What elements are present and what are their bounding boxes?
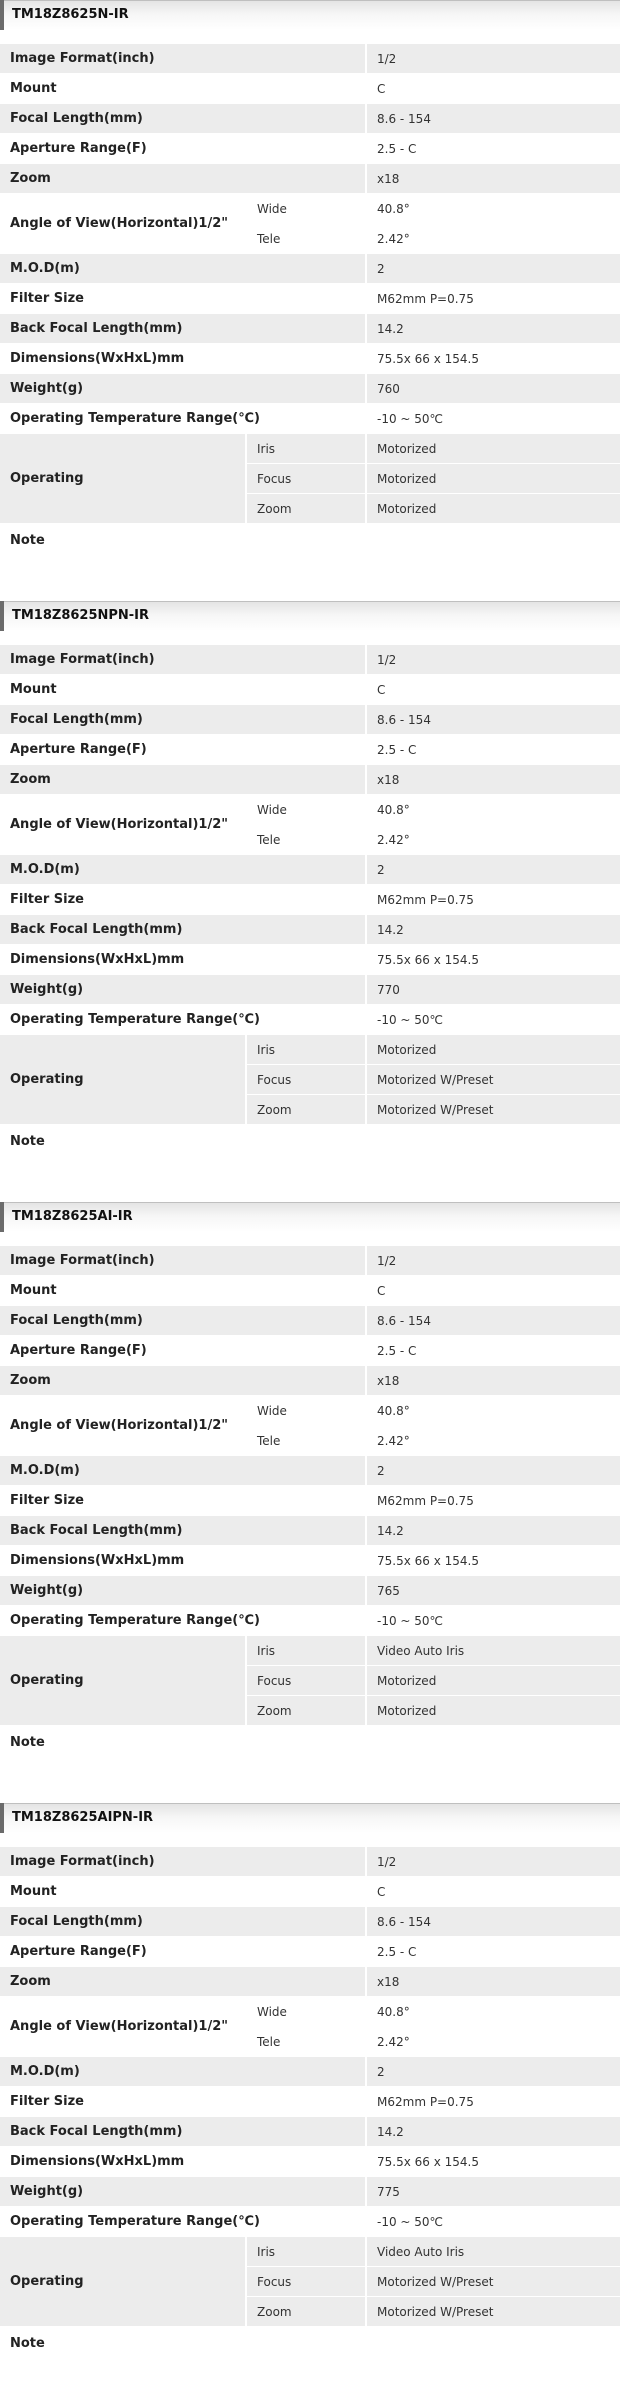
spec-label: Weight(g) xyxy=(0,2177,365,2207)
spec-row-filter-size xyxy=(0,1486,620,1516)
spec-sublabel: Tele xyxy=(245,2027,365,2057)
spec-value: Video Auto Iris xyxy=(365,2237,620,2267)
spec-sublabel: Iris xyxy=(245,434,365,464)
spec-row-focal-length xyxy=(0,104,620,134)
spec-table xyxy=(0,645,620,1159)
spec-label: Operating Temperature Range(℃) xyxy=(0,2207,365,2237)
spec-row-note xyxy=(0,524,620,558)
spec-label: Operating Temperature Range(℃) xyxy=(0,404,365,434)
spec-label: Operating Temperature Range(℃) xyxy=(0,1005,365,1035)
spec-row-weight xyxy=(0,2177,620,2207)
spec-label: Dimensions(WxHxL)mm xyxy=(0,945,365,975)
spec-row-operating-temperature xyxy=(0,1005,620,1035)
product-spec-section xyxy=(0,601,620,1202)
spec-sublabel: Wide xyxy=(245,795,365,825)
spec-row-mod xyxy=(0,254,620,284)
spec-label: Image Format(inch) xyxy=(0,1847,365,1877)
spec-value: 14.2 xyxy=(365,915,620,945)
spec-label: Back Focal Length(mm) xyxy=(0,1516,365,1546)
spec-row-mount xyxy=(0,1276,620,1306)
spec-label: Zoom xyxy=(0,1967,365,1997)
note-label: Note xyxy=(0,2327,620,2361)
spec-row-focal-length xyxy=(0,705,620,735)
spec-row-image-format xyxy=(0,1246,620,1276)
spec-value: 2 xyxy=(365,2057,620,2087)
spec-label: Aperture Range(F) xyxy=(0,735,365,765)
spec-row-zoom xyxy=(0,1366,620,1396)
spec-sublabel: Focus xyxy=(245,1666,365,1696)
spec-row-zoom xyxy=(0,765,620,795)
spec-row-mod xyxy=(0,2057,620,2087)
spec-label: Weight(g) xyxy=(0,975,365,1005)
spec-label: Back Focal Length(mm) xyxy=(0,915,365,945)
note-label: Note xyxy=(0,1125,620,1159)
spec-value: 40.8° xyxy=(365,795,620,825)
spec-label: Zoom xyxy=(0,164,365,194)
spec-value: Motorized xyxy=(365,1696,620,1726)
spec-row-filter-size xyxy=(0,885,620,915)
spec-row-zoom xyxy=(0,164,620,194)
spec-value: 75.5x 66 x 154.5 xyxy=(365,1546,620,1576)
spec-value: x18 xyxy=(365,1366,620,1396)
spec-value: M62mm P=0.75 xyxy=(365,885,620,915)
spec-row-angle-of-view-wide xyxy=(0,1396,620,1426)
spec-value: Video Auto Iris xyxy=(365,1636,620,1666)
spec-value: Motorized W/Preset xyxy=(365,2267,620,2297)
spec-row-aperture xyxy=(0,1937,620,1967)
spec-row-angle-of-view-wide xyxy=(0,795,620,825)
spec-value: 2.42° xyxy=(365,1426,620,1456)
spec-value: 775 xyxy=(365,2177,620,2207)
spec-row-aperture xyxy=(0,134,620,164)
spec-label: Mount xyxy=(0,675,365,705)
spec-row-note xyxy=(0,1726,620,1760)
spec-value: 1/2 xyxy=(365,44,620,74)
spec-label: M.O.D(m) xyxy=(0,2057,365,2087)
spec-value: 40.8° xyxy=(365,1997,620,2027)
spec-label: Focal Length(mm) xyxy=(0,104,365,134)
spec-value: 8.6 - 154 xyxy=(365,1907,620,1937)
spec-row-weight xyxy=(0,975,620,1005)
spec-value: -10 ~ 50℃ xyxy=(365,2207,620,2237)
spec-label: Mount xyxy=(0,1276,365,1306)
spec-row-operating-temperature xyxy=(0,1606,620,1636)
spec-row-operating-iris xyxy=(0,1636,620,1666)
spec-label: Aperture Range(F) xyxy=(0,134,365,164)
spec-value: C xyxy=(365,1877,620,1907)
product-model-title: TM18Z8625AIPN-IR xyxy=(0,1803,620,1833)
spec-value: Motorized W/Preset xyxy=(365,2297,620,2327)
spec-sublabel: Wide xyxy=(245,194,365,224)
spec-row-note xyxy=(0,2327,620,2361)
spec-row-mount xyxy=(0,675,620,705)
spec-value: -10 ~ 50℃ xyxy=(365,404,620,434)
spec-row-filter-size xyxy=(0,2087,620,2117)
spec-row-back-focal-length xyxy=(0,2117,620,2147)
spec-value: 1/2 xyxy=(365,1847,620,1877)
spec-sublabel: Wide xyxy=(245,1997,365,2027)
note-label: Note xyxy=(0,1726,620,1760)
spec-value: 2.5 - C xyxy=(365,1937,620,1967)
spec-table xyxy=(0,44,620,558)
spec-sublabel: Tele xyxy=(245,224,365,254)
spec-sublabel: Focus xyxy=(245,464,365,494)
product-spec-section xyxy=(0,1803,620,2404)
spec-row-angle-of-view-wide xyxy=(0,194,620,224)
spec-value: 760 xyxy=(365,374,620,404)
product-spec-section xyxy=(0,1202,620,1803)
spec-value: 14.2 xyxy=(365,314,620,344)
spec-value: M62mm P=0.75 xyxy=(365,2087,620,2117)
spec-label: Zoom xyxy=(0,1366,365,1396)
spec-value: -10 ~ 50℃ xyxy=(365,1005,620,1035)
spec-label: Filter Size xyxy=(0,284,365,314)
spec-value: Motorized xyxy=(365,1666,620,1696)
spec-label: Image Format(inch) xyxy=(0,645,365,675)
spec-label: Aperture Range(F) xyxy=(0,1336,365,1366)
spec-label: Angle of View(Horizontal)1/2" xyxy=(0,1396,245,1456)
spec-label: Weight(g) xyxy=(0,374,365,404)
spec-row-focal-length xyxy=(0,1907,620,1937)
spec-row-weight xyxy=(0,1576,620,1606)
spec-row-operating-temperature xyxy=(0,404,620,434)
spec-value: Motorized xyxy=(365,494,620,524)
spec-label: Aperture Range(F) xyxy=(0,1937,365,1967)
spec-row-back-focal-length xyxy=(0,1516,620,1546)
spec-row-filter-size xyxy=(0,284,620,314)
spec-label: M.O.D(m) xyxy=(0,1456,365,1486)
spec-row-operating-temperature xyxy=(0,2207,620,2237)
spec-row-mod xyxy=(0,1456,620,1486)
spec-row-operating-iris xyxy=(0,434,620,464)
spec-sublabel: Iris xyxy=(245,2237,365,2267)
spec-label: Dimensions(WxHxL)mm xyxy=(0,1546,365,1576)
spec-value: 14.2 xyxy=(365,2117,620,2147)
spec-label: Dimensions(WxHxL)mm xyxy=(0,2147,365,2177)
spec-value: Motorized W/Preset xyxy=(365,1095,620,1125)
spec-label: Filter Size xyxy=(0,885,365,915)
spec-value: 2.5 - C xyxy=(365,134,620,164)
spec-value: 75.5x 66 x 154.5 xyxy=(365,945,620,975)
spec-value: Motorized xyxy=(365,464,620,494)
spec-label: Dimensions(WxHxL)mm xyxy=(0,344,365,374)
spec-label: Image Format(inch) xyxy=(0,44,365,74)
spec-row-aperture xyxy=(0,735,620,765)
product-model-title: TM18Z8625AI-IR xyxy=(0,1202,620,1232)
spec-row-dimensions xyxy=(0,344,620,374)
spec-row-zoom xyxy=(0,1967,620,1997)
spec-sublabel: Zoom xyxy=(245,494,365,524)
spec-value: 2.42° xyxy=(365,224,620,254)
spec-value: 8.6 - 154 xyxy=(365,705,620,735)
spec-sublabel: Focus xyxy=(245,2267,365,2297)
spec-value: C xyxy=(365,1276,620,1306)
spec-value: 765 xyxy=(365,1576,620,1606)
spec-sublabel: Iris xyxy=(245,1035,365,1065)
spec-label: Operating xyxy=(0,1636,245,1726)
spec-row-dimensions xyxy=(0,945,620,975)
spec-value: 75.5x 66 x 154.5 xyxy=(365,344,620,374)
spec-label: M.O.D(m) xyxy=(0,855,365,885)
spec-row-back-focal-length xyxy=(0,915,620,945)
spec-value: 2 xyxy=(365,254,620,284)
spec-label: Mount xyxy=(0,74,365,104)
spec-sublabel: Wide xyxy=(245,1396,365,1426)
spec-label: Weight(g) xyxy=(0,1576,365,1606)
spec-label: Zoom xyxy=(0,765,365,795)
spec-value: 2.42° xyxy=(365,2027,620,2057)
spec-label: Filter Size xyxy=(0,1486,365,1516)
spec-label: Operating xyxy=(0,1035,245,1125)
product-spec-section xyxy=(0,0,620,601)
spec-label: Angle of View(Horizontal)1/2" xyxy=(0,795,245,855)
spec-label: Operating xyxy=(0,2237,245,2327)
spec-row-dimensions xyxy=(0,1546,620,1576)
spec-row-weight xyxy=(0,374,620,404)
spec-value: -10 ~ 50℃ xyxy=(365,1606,620,1636)
spec-value: 2 xyxy=(365,855,620,885)
spec-value: 1/2 xyxy=(365,645,620,675)
spec-value: Motorized W/Preset xyxy=(365,1065,620,1095)
spec-row-mod xyxy=(0,855,620,885)
spec-label: Operating xyxy=(0,434,245,524)
spec-table xyxy=(0,1246,620,1760)
spec-value: 40.8° xyxy=(365,194,620,224)
spec-label: Focal Length(mm) xyxy=(0,1306,365,1336)
spec-label: Angle of View(Horizontal)1/2" xyxy=(0,194,245,254)
spec-row-focal-length xyxy=(0,1306,620,1336)
spec-row-mount xyxy=(0,74,620,104)
spec-value: M62mm P=0.75 xyxy=(365,284,620,314)
spec-sublabel: Zoom xyxy=(245,1095,365,1125)
product-model-title: TM18Z8625N-IR xyxy=(0,0,620,30)
spec-row-mount xyxy=(0,1877,620,1907)
spec-row-aperture xyxy=(0,1336,620,1366)
spec-row-image-format xyxy=(0,1847,620,1877)
spec-value: Motorized xyxy=(365,434,620,464)
spec-label: Operating Temperature Range(℃) xyxy=(0,1606,365,1636)
note-label: Note xyxy=(0,524,620,558)
spec-row-angle-of-view-wide xyxy=(0,1997,620,2027)
spec-label: Mount xyxy=(0,1877,365,1907)
spec-row-operating-iris xyxy=(0,2237,620,2267)
spec-label: Focal Length(mm) xyxy=(0,1907,365,1937)
spec-row-image-format xyxy=(0,645,620,675)
spec-label: Image Format(inch) xyxy=(0,1246,365,1276)
spec-value: C xyxy=(365,675,620,705)
spec-table xyxy=(0,1847,620,2361)
spec-value: 2 xyxy=(365,1456,620,1486)
spec-value: 14.2 xyxy=(365,1516,620,1546)
spec-value: C xyxy=(365,74,620,104)
spec-value: 8.6 - 154 xyxy=(365,1306,620,1336)
spec-label: Angle of View(Horizontal)1/2" xyxy=(0,1997,245,2057)
spec-sublabel: Tele xyxy=(245,1426,365,1456)
spec-label: M.O.D(m) xyxy=(0,254,365,284)
spec-label: Focal Length(mm) xyxy=(0,705,365,735)
spec-sublabel: Tele xyxy=(245,825,365,855)
product-model-title: TM18Z8625NPN-IR xyxy=(0,601,620,631)
spec-value: 75.5x 66 x 154.5 xyxy=(365,2147,620,2177)
spec-value: Motorized xyxy=(365,1035,620,1065)
spec-row-operating-iris xyxy=(0,1035,620,1065)
spec-label: Filter Size xyxy=(0,2087,365,2117)
spec-value: 770 xyxy=(365,975,620,1005)
spec-row-back-focal-length xyxy=(0,314,620,344)
spec-value: 2.5 - C xyxy=(365,735,620,765)
spec-sublabel: Iris xyxy=(245,1636,365,1666)
spec-value: 2.5 - C xyxy=(365,1336,620,1366)
spec-value: 40.8° xyxy=(365,1396,620,1426)
spec-sublabel: Zoom xyxy=(245,2297,365,2327)
spec-label: Back Focal Length(mm) xyxy=(0,2117,365,2147)
spec-row-note xyxy=(0,1125,620,1159)
spec-sublabel: Focus xyxy=(245,1065,365,1095)
spec-row-dimensions xyxy=(0,2147,620,2177)
spec-value: x18 xyxy=(365,1967,620,1997)
spec-value: 1/2 xyxy=(365,1246,620,1276)
spec-value: x18 xyxy=(365,765,620,795)
spec-value: 2.42° xyxy=(365,825,620,855)
spec-value: 8.6 - 154 xyxy=(365,104,620,134)
spec-label: Back Focal Length(mm) xyxy=(0,314,365,344)
spec-sublabel: Zoom xyxy=(245,1696,365,1726)
spec-value: M62mm P=0.75 xyxy=(365,1486,620,1516)
spec-value: x18 xyxy=(365,164,620,194)
spec-row-image-format xyxy=(0,44,620,74)
